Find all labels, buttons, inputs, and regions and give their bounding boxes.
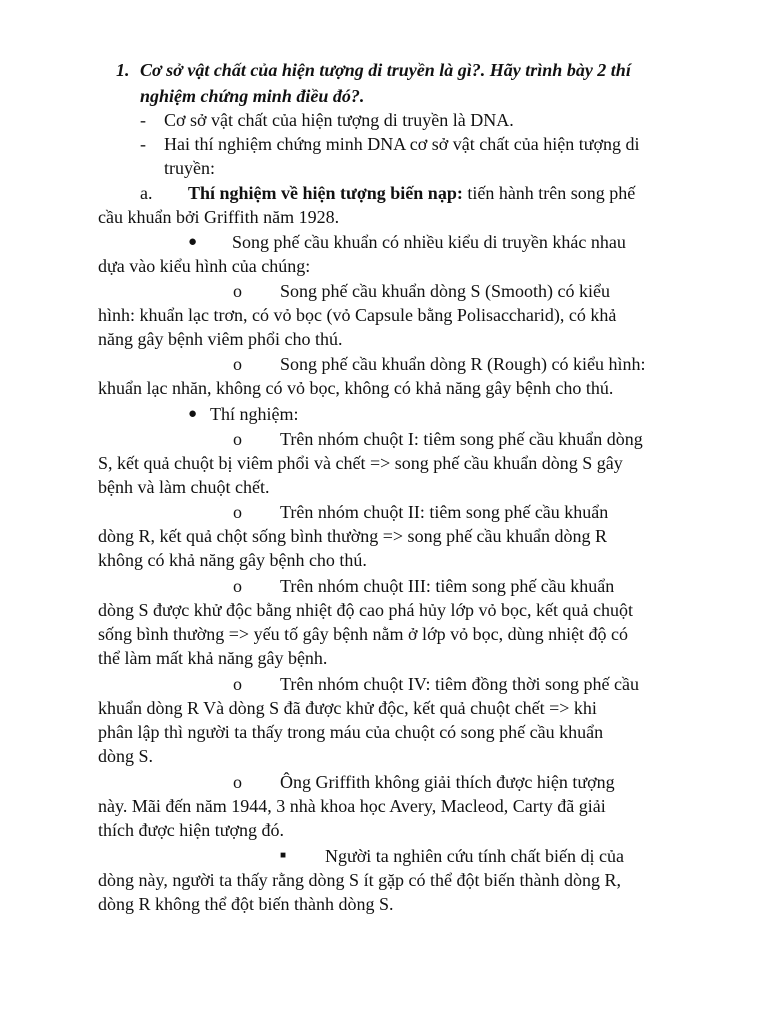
sub2-item2-line-1: Trên nhóm chuột II: tiêm song phế cầu khuẩn — [280, 502, 609, 522]
circle-marker: o — [233, 772, 242, 792]
section-a-line-2: cầu khuẩn bởi Griffith năm 1928. — [98, 207, 340, 227]
dash-marker: - — [140, 110, 146, 130]
sub1-item1-line-3: năng gây bệnh viêm phổi cho thú. — [98, 329, 343, 349]
bullet-1-line-2: dựa vào kiểu hình của chúng: — [98, 256, 311, 276]
sub2-item3-line-4: thể làm mất khả năng gây bệnh. — [98, 648, 328, 668]
sub2-item4-line-3: phân lập thì người ta thấy trong máu của chuột có song phế cầu khuẩn — [98, 722, 604, 742]
question-number: 1. — [116, 60, 130, 80]
bullet-1-line-1: Song phế cầu khuẩn có nhiều kiểu di truyền khác nhau — [232, 232, 626, 252]
circle-marker: o — [233, 429, 242, 449]
square-marker: ■ — [280, 850, 287, 861]
sub1-item2-line-1: Song phế cầu khuẩn dòng R (Rough) có kiểu hình: — [280, 354, 646, 374]
sub2-item1-line-1: Trên nhóm chuột I: tiêm song phế cầu khuẩn dòng — [280, 429, 643, 449]
sub1-item1-line-2: hình: khuẩn lạc trơn, có vỏ bọc (vỏ Capsule bằng Polisaccharid), có khả — [98, 305, 617, 325]
sub1-item1-line-1: Song phế cầu khuẩn dòng S (Smooth) có kiểu — [280, 281, 610, 301]
sub2-item5-line-3: thích được hiện tượng đó. — [98, 820, 285, 840]
circle-marker: o — [233, 576, 242, 596]
circle-marker: o — [233, 502, 242, 522]
sub2-item2-line-3: không có khả năng gây bệnh cho thú. — [98, 550, 367, 570]
sub2-item5-line-2: này. Mãi đến năm 1944, 3 nhà khoa học Avery, Macleod, Carty đã giải — [98, 796, 606, 816]
question-line-2: nghiệm chứng minh điều đó?. — [140, 86, 365, 106]
dash-marker: - — [140, 134, 146, 154]
sub2-item5-line-1: Ông Griffith không giải thích được hiện tượng — [280, 772, 615, 792]
bullet-dot-marker: ● — [188, 234, 198, 250]
sub3-line-1: Người ta nghiên cứu tính chất biến dị của — [325, 846, 624, 866]
sub1-item2-line-2: khuẩn lạc nhăn, không có vỏ bọc, không có khả năng gây bệnh cho thú. — [98, 378, 614, 398]
section-a-bold-label: Thí nghiệm về hiện tượng biến nạp: — [188, 183, 463, 203]
sub3-line-2: dòng này, người ta thấy rằng dòng S ít gặp có thể đột biến thành dòng R, — [98, 870, 622, 890]
section-a-line-1 — [188, 181, 635, 205]
circle-marker: o — [233, 354, 242, 374]
sub2-item1-line-2: S, kết quả chuột bị viêm phổi và chết => song phế cầu khuẩn dòng S gây — [98, 453, 623, 473]
sub2-item1-line-3: bệnh và làm chuột chết. — [98, 477, 270, 497]
sub2-item4-line-2: khuẩn dòng R Và dòng S đã được khử độc, kết quả chuột chết => khi — [98, 698, 597, 718]
sub2-item3-line-3: sống bình thường => yếu tố gây bệnh nằm ở lớp vỏ bọc, dùng nhiệt độ có — [98, 624, 629, 644]
answer-2-line-2: truyền: — [164, 158, 215, 178]
sub2-item3-line-2: dòng S được khử độc bằng nhiệt độ cao phá hủy lớp vỏ bọc, kết quả chuột — [98, 600, 633, 620]
bullet-2-line-1: Thí nghiệm: — [210, 404, 299, 424]
section-a-marker: a. — [140, 183, 153, 203]
section-a-line-1-rest: tiến hành trên song phế — [462, 183, 636, 203]
sub2-item4-line-1: Trên nhóm chuột IV: tiêm đồng thời song phế cầu — [280, 674, 639, 694]
sub2-item2-line-2: dòng R, kết quả chột sống bình thường => song phế cầu khuẩn dòng R — [98, 526, 608, 546]
answer-1-line-1: Cơ sở vật chất của hiện tượng di truyền là DNA. — [164, 110, 514, 130]
circle-marker: o — [233, 674, 242, 694]
answer-2-line-1: Hai thí nghiệm chứng minh DNA cơ sở vật chất của hiện tượng di — [164, 134, 640, 154]
bullet-dot-marker: ● — [188, 406, 198, 422]
sub2-item3-line-1: Trên nhóm chuột III: tiêm song phế cầu khuẩn — [280, 576, 615, 596]
sub2-item4-line-4: dòng S. — [98, 746, 154, 766]
circle-marker: o — [233, 281, 242, 301]
question-line-1: Cơ sở vật chất của hiện tượng di truyền là gì?. Hãy trình bày 2 thí — [140, 60, 631, 80]
sub3-line-3: dòng R không thể đột biến thành dòng S. — [98, 894, 394, 914]
